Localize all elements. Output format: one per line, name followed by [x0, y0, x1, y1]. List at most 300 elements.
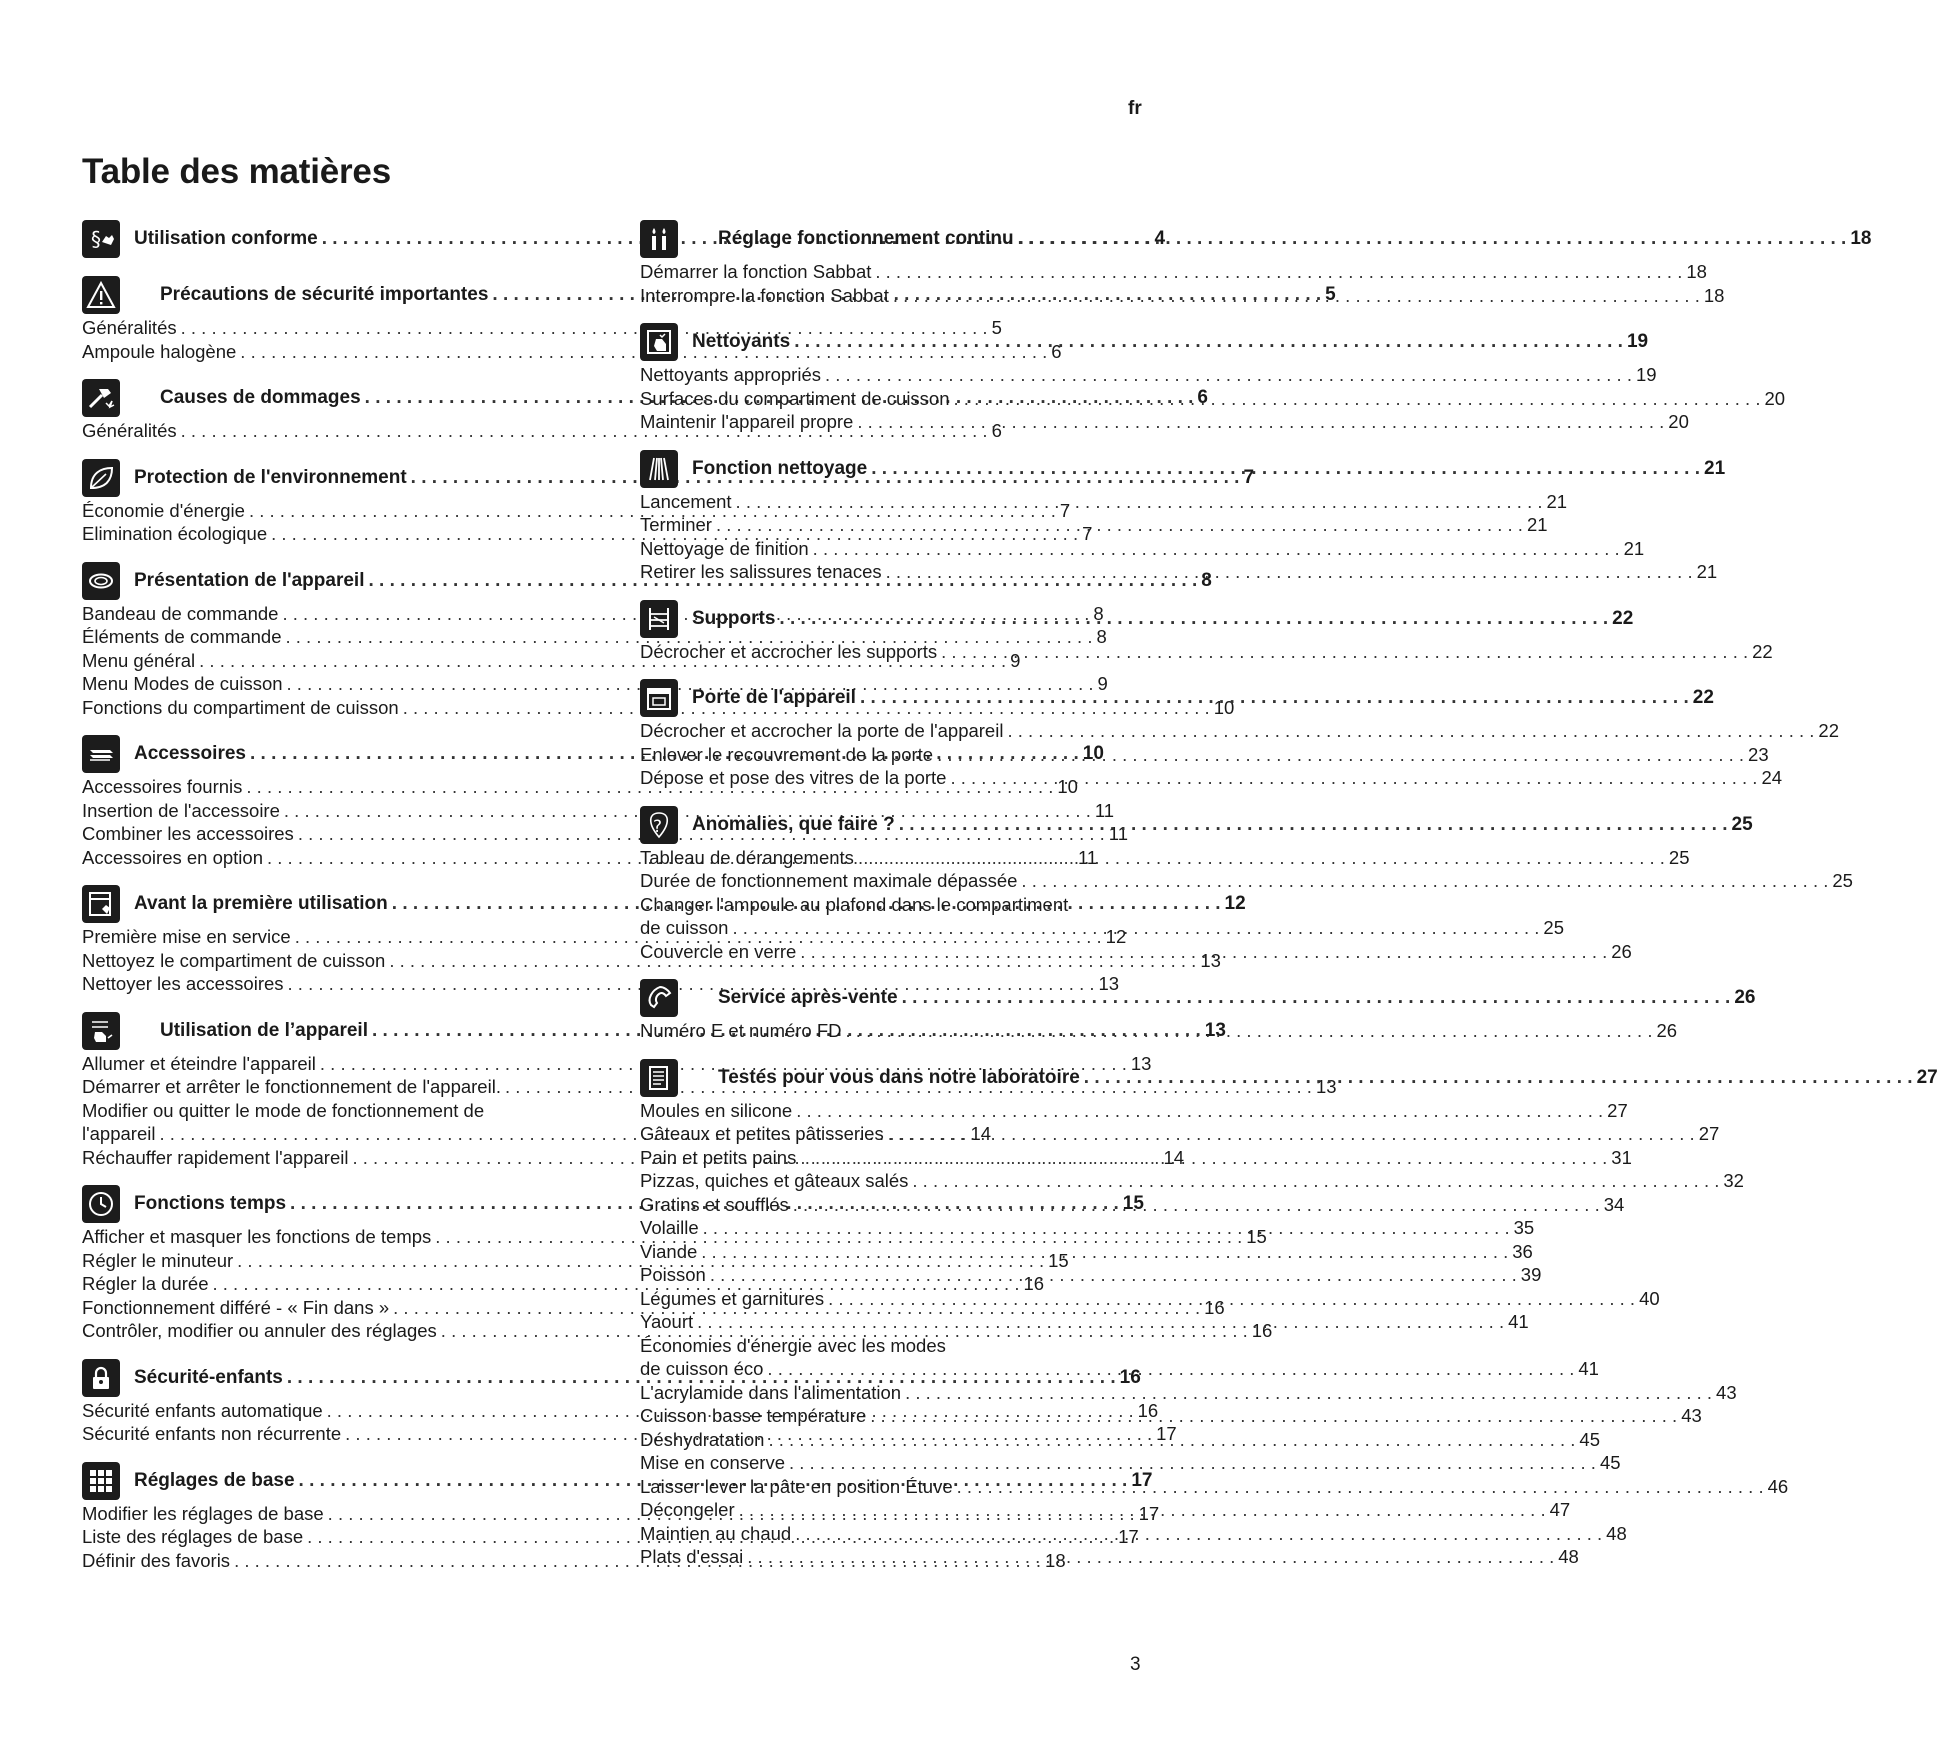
section-page-number: 17: [1131, 1469, 1153, 1491]
toc-entry-page: 46: [1767, 1475, 1789, 1497]
dot-leader: [950, 766, 1757, 790]
section-page-number: 21: [1704, 457, 1726, 479]
toc-entry-label: Volaille: [640, 1217, 699, 1238]
toc-entry[interactable]: [640, 1404, 1702, 1428]
dot-leader: [893, 284, 1700, 308]
toc-entry[interactable]: [640, 743, 1769, 767]
toc-entry-label: Cuisson basse température: [640, 1405, 867, 1426]
toc-entry[interactable]: [640, 1334, 1599, 1381]
section-title-label: Avant la première utilisation: [134, 893, 388, 914]
toc-section-title: [692, 608, 1633, 630]
section-title-label: Utilisation conforme: [134, 228, 318, 249]
toc-entry-page: 17: [1138, 1502, 1160, 1524]
section-page-number: 6: [1197, 387, 1208, 408]
toc-entry-label: Éléments de commande: [82, 626, 282, 647]
toc-entry-page: 34: [1603, 1193, 1625, 1215]
toc-entry-label: Lancement: [640, 490, 732, 512]
section-page-number: 4: [1154, 228, 1166, 249]
section-page-number: 26: [1734, 987, 1756, 1008]
toc-entry-page: 7: [1059, 499, 1071, 521]
toc-entry-label: Menu général: [82, 649, 196, 671]
toc-entry-page: 20: [1764, 387, 1786, 409]
toc-entry-page: 13: [1130, 1052, 1152, 1074]
toc-entry-label: Couvercle en verre: [640, 940, 797, 962]
toc-entry-label: Terminer: [640, 514, 712, 535]
section-page-number: 7: [1243, 466, 1255, 488]
toc-entry-page: 11: [1077, 846, 1098, 868]
toc-entry-label: Liste des réglages de base: [82, 1526, 304, 1547]
toc-entry-label: Interrompre la fonction Sabbat: [640, 284, 889, 306]
section-page-number: 5: [1325, 284, 1336, 305]
usage-conform-icon: [82, 220, 120, 258]
page-number: 3: [1130, 1654, 1141, 1675]
tested-recipes-icon: [640, 1059, 678, 1097]
toc-entry-page: 22: [1752, 640, 1773, 662]
toc-entry-page: 39: [1520, 1264, 1542, 1285]
toc-entry-page: 23: [1748, 743, 1769, 765]
toc-entry-label: Maintien au chaud: [640, 1522, 792, 1544]
toc-entry-label: Allumer et éteindre l'appareil: [82, 1052, 316, 1074]
toc-entry-page: 47: [1549, 1499, 1571, 1520]
toc-entry-label: Déshydratation: [640, 1428, 765, 1450]
toc-entry[interactable]: [640, 640, 1773, 664]
dot-leader: [828, 1287, 1635, 1311]
toc-entry[interactable]: [640, 387, 1786, 411]
toc-entry-page: 15: [1048, 1249, 1069, 1271]
hand-operation-icon: [82, 1012, 120, 1050]
dot-leader: [716, 513, 1523, 537]
leaf-icon: [82, 459, 120, 497]
toc-section-title: [692, 228, 1871, 250]
toc-section-heading[interactable]: [640, 598, 1634, 640]
dot-leader: [1007, 719, 1814, 743]
toc-entry[interactable]: [82, 799, 1115, 823]
toc-entry-label: Enlever le recouvrement de la porte: [640, 743, 934, 765]
section-title-label: Précautions de sécurité importantes: [160, 284, 489, 305]
grid-settings-icon: [82, 1462, 120, 1500]
toc-section-title: [692, 331, 1648, 353]
toc-entry[interactable]: [640, 1240, 1533, 1264]
toc-entry-line2: [640, 1357, 1599, 1381]
dot-leader: [870, 1404, 1677, 1428]
section-page-number: 15: [1122, 1193, 1144, 1214]
toc-entry-page: 31: [1611, 1146, 1632, 1168]
toc-entry-page: 11: [1094, 799, 1115, 821]
toc-entry-page: 43: [1716, 1381, 1737, 1403]
toc-entry-page: 45: [1579, 1428, 1600, 1450]
toc-entry-page: 6: [991, 420, 1002, 441]
toc-entry-page: 9: [1010, 649, 1021, 671]
toc-entry-page: 13: [1200, 949, 1221, 971]
toc-entry-page: 18: [1686, 261, 1707, 282]
toc-entry-label: Dépose et pose des vitres de la porte: [640, 767, 947, 788]
toc-entry-label: Nettoyage de finition: [640, 537, 809, 559]
section-title-label: Sécurité-enfants: [134, 1366, 283, 1388]
section-title-label: Fonction nettoyage: [692, 457, 868, 479]
toc-entry-label: Combiner les accessoires: [82, 823, 294, 844]
toc-entry-label: Généralités: [82, 420, 177, 441]
toc-entry[interactable]: [640, 1475, 1789, 1499]
toc-entry[interactable]: [640, 1263, 1542, 1287]
toc-entry-page: 16: [1137, 1399, 1159, 1421]
toc-entry[interactable]: [640, 1522, 1627, 1546]
toc-entry[interactable]: [640, 537, 1645, 561]
section-title-label: Accessoires: [134, 743, 246, 764]
toc-entry-label: Réchauffer rapidement l'appareil: [82, 1146, 349, 1168]
section-title-label: Causes de dommages: [160, 387, 361, 408]
toc-entry-page: 26: [1611, 940, 1632, 962]
toc-section-title: [692, 1067, 1938, 1089]
toc-entry-label: Ampoule halogène: [82, 340, 237, 362]
section-page-number: 25: [1731, 813, 1753, 835]
toc-entry-label: Sécurité enfants automatique: [82, 1399, 323, 1421]
dot-leader: [899, 814, 1728, 836]
section-page-number: 12: [1224, 893, 1246, 914]
toc-entry-page: 25: [1543, 917, 1564, 938]
toc-entry[interactable]: [82, 672, 1108, 696]
toc-entry-page: 25: [1832, 870, 1853, 891]
toc-entry-label: Durée de fonctionnement maximale dépassée: [640, 870, 1018, 891]
section-title-label: Testés pour vous dans notre laboratoire: [718, 1066, 1080, 1088]
toc-entry[interactable]: [640, 284, 1725, 308]
dot-leader: [697, 1310, 1504, 1334]
toc-entry-page: 27: [1698, 1123, 1720, 1144]
toc-entry-label: Viande: [640, 1240, 698, 1262]
toc-entry-page: 8: [1096, 626, 1107, 647]
section-page-number: 10: [1082, 743, 1104, 764]
toc-entry-page: 32: [1723, 1170, 1744, 1191]
dot-leader: [736, 490, 1543, 514]
toc-entry-label: Fonctionnement différé - « Fin dans »: [82, 1296, 390, 1318]
dot-leader: [701, 1240, 1508, 1264]
sabbath-candles-icon: [640, 220, 678, 258]
toc-entry-label: Gratins et soufflés: [640, 1193, 789, 1215]
toc-section: [640, 218, 1872, 307]
toc-entry-label: Gâteaux et petites pâtisseries: [640, 1123, 884, 1144]
toc-section-title: [692, 687, 1714, 709]
dot-leader: [794, 331, 1623, 353]
toc-entry[interactable]: [640, 490, 1568, 514]
language-code: fr: [1128, 98, 1142, 119]
toc-entry-label: Menu Modes de cuisson: [82, 673, 283, 694]
toc-entry-page: 9: [1097, 673, 1108, 694]
toc-entry[interactable]: [82, 625, 1107, 649]
toc-entry-label: de cuisson éco: [640, 1358, 764, 1379]
toc-entry-page: 21: [1696, 561, 1718, 582]
dot-leader: [857, 410, 1664, 434]
toc-entry[interactable]: [640, 1545, 1579, 1569]
toc-entry-page: 19: [1635, 364, 1657, 385]
dot-leader: [1021, 869, 1828, 893]
toc-entry-label: Démarrer et arrêter le fonctionnement de l'appareil.: [82, 1076, 501, 1097]
toc-entry-label: l'appareil: [82, 1123, 156, 1144]
toc-entry-label: Pain et petits pains: [640, 1146, 797, 1168]
cleaning-agents-icon: [640, 323, 678, 361]
toc-entry-label: Laisser lever la pâte en position Étuve: [640, 1475, 953, 1497]
toc-entry-page: 20: [1668, 411, 1689, 432]
warning-triangle-icon: [82, 276, 120, 314]
dot-leader: [789, 1451, 1596, 1475]
dot-leader: [957, 1475, 1764, 1499]
toc-entry[interactable]: [640, 513, 1548, 537]
toc-entry-page: 16: [1204, 1296, 1225, 1318]
toc-entry-label-line1: Modifier ou quitter le mode de fonctionnement de: [82, 1099, 485, 1121]
dot-leader: [858, 846, 1665, 870]
toc-entry-label: Régler le minuteur: [82, 1249, 234, 1271]
section-title-label: Fonctions temps: [134, 1193, 287, 1214]
toc-entry[interactable]: [640, 869, 1853, 893]
toc-entry-label: Surfaces du compartiment de cuisson: [640, 387, 950, 409]
toc-entry-label: Décrocher et accrocher les supports: [640, 640, 938, 662]
toc-entry[interactable]: [640, 410, 1689, 434]
toc-entry[interactable]: [640, 1193, 1625, 1217]
section-title-label: Protection de l'environnement: [134, 466, 407, 488]
toc-entry-page: 14: [970, 1123, 992, 1144]
toc-entry-page: 17: [1156, 1423, 1177, 1444]
toc-section-title: [692, 814, 1753, 836]
toc-section: [640, 321, 1786, 434]
toc-entry-page: 10: [1057, 776, 1078, 797]
svg-text:§: §: [91, 227, 101, 251]
section-title-label: Supports: [692, 607, 776, 629]
dot-leader: [954, 387, 1761, 411]
toc-entry-label: Afficher et masquer les fonctions de temps: [82, 1226, 432, 1247]
dot-leader: [860, 687, 1689, 709]
toc-entry-page: 13: [1098, 973, 1120, 994]
toc-section-heading[interactable]: [640, 321, 1649, 363]
toc-entry-label: Bandeau de commande: [82, 602, 279, 624]
dot-leader: [888, 1122, 1695, 1146]
dot-leader: [813, 537, 1620, 561]
section-page-number: 16: [1119, 1366, 1141, 1388]
section-title-label: Service après-vente: [718, 987, 898, 1008]
toc-entry-page: 6: [1051, 340, 1062, 362]
toc-entry-page: 48: [1606, 1522, 1627, 1544]
clock-icon: [82, 1185, 120, 1223]
toc-entry-label: Accessoires en option: [82, 846, 263, 868]
toc-entry-label: Nettoyez le compartiment de cuisson: [82, 949, 386, 971]
section-title-label: Réglages de base: [134, 1469, 295, 1491]
toc-entry-page: 25: [1668, 846, 1690, 868]
toc-entry-label: Retirer les salissures tenaces: [640, 561, 882, 582]
section-title-label: Anomalies, que faire ?: [692, 813, 895, 835]
dot-leader: [796, 1099, 1603, 1123]
toc-entry-page: 35: [1513, 1217, 1535, 1238]
toc-entry-label: Légumes et garnitures: [640, 1287, 825, 1309]
toc-entry-label: Démarrer la fonction Sabbat: [640, 261, 872, 282]
dot-leader: [825, 363, 1632, 387]
section-page-number: 22: [1612, 607, 1634, 629]
toc-entry-page: 11: [1108, 823, 1128, 844]
toc-entry-page: 18: [1703, 284, 1725, 306]
toc-entry-page: 26: [1656, 1020, 1678, 1041]
damage-hammer-icon: [82, 379, 120, 417]
toc-entry-page: 41: [1578, 1358, 1599, 1379]
section-page-number: 22: [1692, 687, 1714, 708]
toc-entry-label: Modifier les réglages de base: [82, 1502, 324, 1524]
toc-entry-page: 18: [1045, 1549, 1066, 1571]
toc-entry[interactable]: [640, 1381, 1737, 1405]
toc-section-title: [692, 987, 1755, 1009]
toc-entry[interactable]: [640, 846, 1690, 870]
dot-leader: [941, 640, 1748, 664]
toc-section-title: [692, 458, 1725, 480]
toc-entry[interactable]: [640, 1099, 1628, 1123]
section-page-number: 19: [1626, 331, 1649, 352]
toc-entry-label: Accessoires fournis: [82, 776, 243, 797]
dot-leader: [768, 1428, 1575, 1452]
toc-entry[interactable]: [640, 766, 1783, 790]
dot-leader: [875, 260, 1682, 284]
section-title-label: Présentation de l'appareil: [134, 569, 365, 591]
toc-entry[interactable]: [640, 1169, 1744, 1193]
eye-icon: [82, 562, 120, 600]
toc-entry-page: 10: [1213, 696, 1235, 718]
accessories-tray-icon: [82, 735, 120, 773]
toc-entry-label-line1: Changer l'ampoule au plafond dans le compartiment: [640, 893, 1069, 915]
toc-entry-page: 43: [1681, 1405, 1702, 1426]
section-page-number: 8: [1201, 569, 1212, 591]
dot-leader: [710, 1263, 1517, 1287]
section-page-number: 27: [1916, 1066, 1938, 1088]
first-use-oven-icon: [82, 885, 120, 923]
dot-leader: [800, 1146, 1607, 1170]
toc-entry-label: Décongeler: [640, 1499, 735, 1520]
dot-leader: [905, 1381, 1712, 1405]
toc-entry-page: 27: [1607, 1099, 1628, 1121]
page-title: Table des matières: [82, 152, 391, 191]
toc-entry-label: Tableau de dérangements: [640, 846, 854, 868]
toc-entry-label: Définir des favoris: [82, 1549, 231, 1571]
section-title-label: Nettoyants: [692, 331, 791, 352]
supports-rack-icon: [640, 600, 678, 638]
dot-leader: [767, 1357, 1574, 1381]
dot-leader: [871, 458, 1700, 480]
dot-leader: [902, 987, 1731, 1009]
dot-leader: [1084, 1067, 1913, 1089]
toc-entry-page: 41: [1508, 1311, 1529, 1332]
toc-entry-label: Généralités: [82, 317, 177, 338]
toc-section-heading[interactable]: [640, 977, 1756, 1019]
dot-leader: [732, 916, 1539, 940]
dot-leader: [1018, 228, 1847, 250]
toc-entry-page: 45: [1599, 1452, 1621, 1473]
toc-entry[interactable]: [640, 560, 1718, 584]
svg-text:?: ?: [653, 816, 663, 837]
toc-section: [640, 448, 1726, 584]
toc-entry-label: Moules en silicone: [640, 1099, 793, 1121]
toc-entry-page: 17: [1118, 1526, 1139, 1547]
toc-entry-page: 40: [1639, 1287, 1660, 1309]
toc-entry[interactable]: [640, 1498, 1571, 1522]
toc-entry-label: Nettoyants appropriés: [640, 364, 821, 385]
toc-entry[interactable]: [82, 316, 1002, 340]
toc-entry-label: de cuisson: [640, 917, 729, 938]
dot-leader: [846, 1019, 1653, 1043]
toc-entry-page: 15: [1246, 1226, 1267, 1247]
toc-entry-label: Contrôler, modifier ou annuler des réglages: [82, 1320, 437, 1341]
toc-entry-page: 22: [1818, 720, 1839, 741]
toc-entry-label: Numéro E et numéro FD: [640, 1020, 842, 1041]
toc-section-heading[interactable]: [640, 448, 1726, 490]
service-phone-icon: [640, 979, 678, 1017]
lock-icon: [82, 1359, 120, 1397]
toc-entry-page: 21: [1546, 490, 1568, 512]
toc-entry[interactable]: [82, 1052, 1152, 1076]
section-title-label: Porte de l'appareil: [692, 687, 856, 708]
toc-entry-label: Sécurité enfants non récurrente: [82, 1423, 342, 1444]
toc-entry-page: 14: [1163, 1146, 1185, 1168]
dot-leader: [886, 560, 1693, 584]
toc-entry-page: 16: [1251, 1320, 1273, 1341]
toc-section-heading[interactable]: [640, 804, 1753, 846]
toc-entry-page: 16: [1023, 1273, 1045, 1294]
section-title-label: Réglage fonctionnement continu: [718, 228, 1014, 249]
toc-entry-label-line1: Économies d'énergie avec les modes: [640, 1334, 946, 1356]
toc-entry-label: Insertion de l'accessoire: [82, 799, 280, 821]
toc-entry-page: 13: [1315, 1076, 1337, 1097]
toc-entry[interactable]: [640, 1451, 1621, 1475]
toc-entry-page: 36: [1512, 1240, 1533, 1262]
section-page-number: 13: [1204, 1019, 1226, 1041]
section-title-label: Utilisation de l’appareil: [160, 1019, 368, 1041]
toc-entry-page: 8: [1093, 602, 1104, 624]
toc-entry-label: Régler la durée: [82, 1273, 209, 1294]
toc-entry-label: Yaourt: [640, 1311, 694, 1332]
dot-leader: [800, 940, 1607, 964]
dot-leader: [912, 1169, 1719, 1193]
toc-entry-line2: [640, 916, 1564, 940]
toc-entry-label: Première mise en service: [82, 926, 291, 947]
toc-entry-page: 12: [1105, 926, 1127, 947]
toc-entry-page: 21: [1623, 537, 1645, 559]
dot-leader: [747, 1545, 1554, 1569]
toc-section-heading[interactable]: [640, 218, 1872, 260]
toc-entry-label: Décrocher et accrocher la porte de l'appareil: [640, 720, 1004, 741]
toc-entry[interactable]: [640, 363, 1657, 387]
toc-entry-label: Fonctions du compartiment de cuisson: [82, 696, 399, 718]
toc-section: [640, 598, 1773, 664]
section-page-number: 18: [1850, 228, 1872, 249]
toc-entry-page: 7: [1082, 523, 1093, 544]
toc-entry[interactable]: [640, 260, 1707, 284]
toc-entry[interactable]: [640, 719, 1839, 743]
toc-entry-label: Pizzas, quiches et gâteaux salés: [640, 1170, 909, 1191]
toc-entry-label: Mise en conserve: [640, 1452, 785, 1473]
toc-entry[interactable]: [82, 972, 1120, 996]
toc-entry-label: Plats d'essai: [640, 1546, 744, 1567]
dot-leader: [793, 1193, 1600, 1217]
toc-entry[interactable]: [640, 1122, 1720, 1146]
toc-entry-page: 21: [1526, 514, 1548, 535]
toc-entry-label: Elimination écologique: [82, 523, 268, 544]
cleaning-function-icon: [640, 450, 678, 488]
dot-leader: [795, 1522, 1602, 1546]
dot-leader: [703, 1216, 1510, 1240]
oven-door-icon: [640, 679, 678, 717]
toc-entry-label: L'acrylamide dans l'alimentation: [640, 1381, 902, 1403]
toc-entry-label: Nettoyer les accessoires: [82, 973, 284, 994]
toc-entry-page: 24: [1761, 767, 1783, 788]
dot-leader: [937, 743, 1744, 767]
toc-entry-label: Maintenir l'appareil propre: [640, 411, 854, 432]
toc-entry-label: Poisson: [640, 1264, 706, 1285]
toc-entry-label: Économie d'énergie: [82, 499, 245, 521]
toc-entry-page: 5: [991, 317, 1002, 338]
toc-entry-page: 48: [1558, 1546, 1579, 1567]
dot-leader: [779, 608, 1608, 630]
dot-leader: [739, 1498, 1546, 1522]
